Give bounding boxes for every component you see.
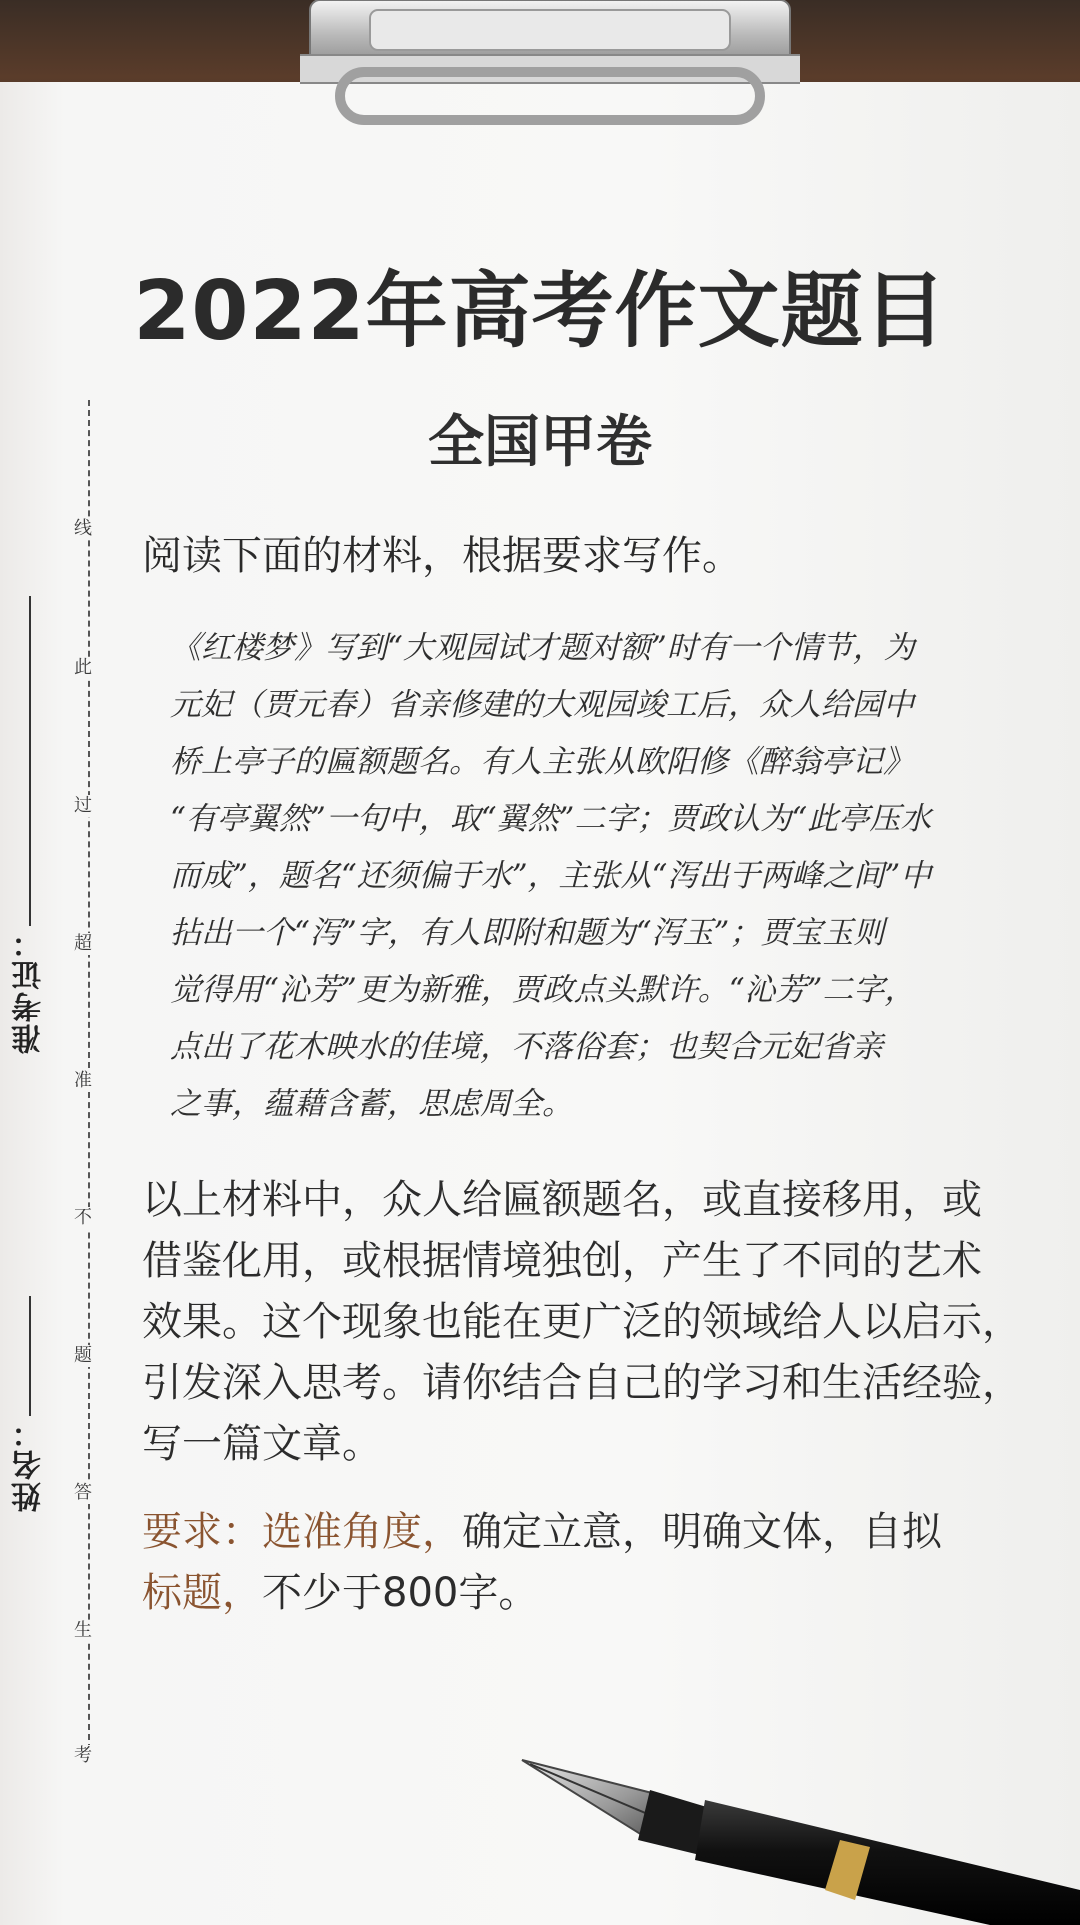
binding-char: 题 (68, 1345, 98, 1367)
material-line: 点出了花木映水的佳境，不落俗套；也契合元妃省亲 (170, 1029, 883, 1065)
writing-prompt (142, 1170, 1042, 1475)
exam-number-blank (29, 596, 31, 926)
requirements (142, 1502, 1042, 1624)
binding-char: 此 (68, 657, 98, 679)
binding-char: 线 (68, 518, 98, 540)
binding-char: 不 (68, 1207, 98, 1229)
material-line: “有亭翼然”一句中，取“翼然”二字；贾政认为“此亭压水 (170, 801, 932, 837)
material-line: 桥上亭子的匾额题名。有人主张从欧阳修《醉翁亭记》 (170, 744, 914, 780)
requirement-text: 确定立意，明确文体，自拟 (462, 1509, 942, 1555)
instruction-text: 阅读下面的材料，根据要求写作。 (142, 533, 742, 579)
prompt-line: 引发深入思考。请你结合自己的学习和生活经验， (142, 1360, 1022, 1406)
name-label: 姓名： (12, 1416, 47, 1512)
reading-material (170, 620, 1040, 1133)
material-line: 之事，蕴藉含蓄，思虑周全。 (170, 1086, 573, 1122)
fountain-pen-icon (510, 1740, 1080, 1925)
clipboard-clip-icon (300, 0, 800, 130)
requirement-accent: 标题， (142, 1570, 262, 1616)
binding-char: 考 (68, 1745, 98, 1767)
binding-char: 生 (68, 1620, 98, 1642)
prompt-line: 效果。这个现象也能在更广泛的领域给人以启示， (142, 1299, 1022, 1345)
material-line: 元妃（贾元春）省亲修建的大观园竣工后，众人给园中 (170, 687, 914, 723)
binding-char: 准 (68, 1070, 98, 1092)
prompt-line: 写一篇文章。 (142, 1421, 382, 1467)
exam-number-label: 准考证： (12, 926, 47, 1054)
material-line: 《红楼梦》写到“大观园试才题对额”时有一个情节，为 (170, 630, 915, 666)
requirement-line (142, 1502, 1042, 1563)
requirement-accent: 要求：选准角度， (142, 1509, 462, 1555)
page-title: 2022年高考作文题目 (133, 264, 947, 359)
name-blank (29, 1296, 31, 1416)
paper-subtitle: 全国甲卷 (428, 410, 652, 475)
binding-char: 过 (68, 795, 98, 817)
material-line: 而成”，题名“还须偏于水”，主张从“泻出于两峰之间”中 (170, 858, 932, 894)
requirement-text: 不少于800字。 (262, 1570, 539, 1616)
material-line: 觉得用“沁芳”更为新雅，贾政点头默许。“沁芳”二字， (170, 972, 916, 1008)
requirement-line (142, 1563, 1042, 1624)
binding-char: 超 (68, 933, 98, 955)
exam-number-field (0, 590, 60, 1054)
name-field (0, 1290, 60, 1512)
prompt-line: 以上材料中，众人给匾额题名，或直接移用，或 (142, 1177, 982, 1223)
prompt-line: 借鉴化用，或根据情境独创，产生了不同的艺术 (142, 1238, 982, 1284)
material-line: 拈出一个“泻”字，有人即附和题为“泻玉”；贾宝玉则 (170, 915, 885, 951)
binding-char: 答 (68, 1482, 98, 1504)
